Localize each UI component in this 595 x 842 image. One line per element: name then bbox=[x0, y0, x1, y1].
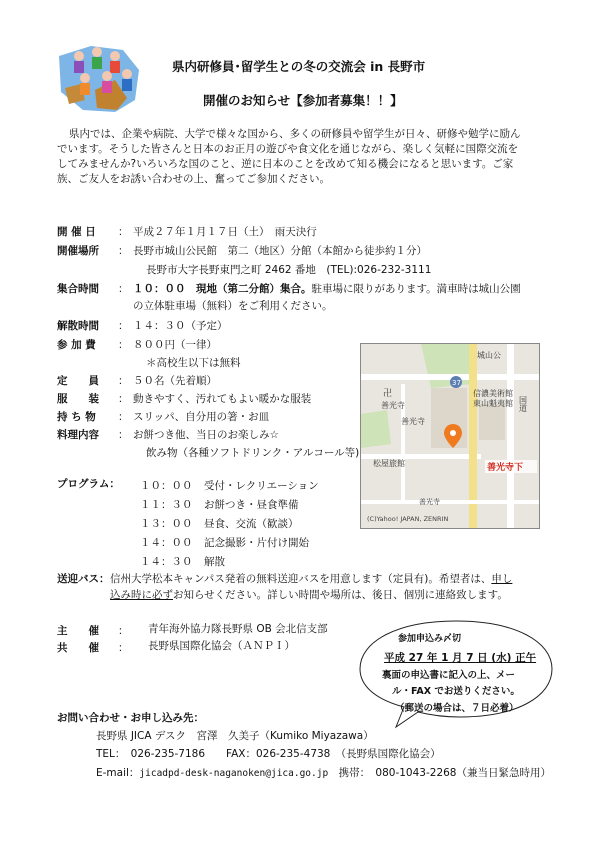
food-value: お餅つき他、当日のお楽しみ☆ bbox=[133, 429, 279, 441]
bus-text: お知らせください。詳しい時間や場所は、後日、個別に連絡致します。 bbox=[173, 589, 508, 601]
dismiss-label: 解散時間 bbox=[57, 320, 99, 332]
separator: ： bbox=[118, 429, 129, 441]
fee-label: 参 加 費 bbox=[57, 339, 96, 351]
program-item bbox=[140, 535, 319, 554]
separator: ： bbox=[118, 320, 129, 332]
map-label-museum-2: 東山魁夷館 bbox=[473, 399, 513, 408]
program-time: １４：３０ bbox=[140, 556, 193, 568]
bring-value: スリッパ、自分用の箸・お皿 bbox=[133, 411, 270, 423]
map-label-zenkoji: 卍 bbox=[383, 389, 393, 399]
deadline-line-1: 裏面の申込書に記入の上、メー bbox=[382, 670, 516, 681]
bus-text: 信州大学松本キャンパス発着の無料送迎バスを用意します（定員有)。希望者は、 bbox=[110, 573, 492, 585]
program-desc: 受付・レクリエーション bbox=[204, 480, 319, 492]
fee-note: ＊高校生以下は無料 bbox=[146, 357, 241, 369]
map-label-zenkoji-text: 善光寺 bbox=[381, 401, 405, 410]
map-station-label: 善光寺下 bbox=[487, 463, 524, 473]
event-subtitle: 開催のお知らせ【参加者募集！！】 bbox=[203, 93, 403, 108]
program-item bbox=[140, 478, 319, 497]
dress-value: 動きやすく、汚れてもよい暖かな服装 bbox=[133, 393, 312, 405]
separator: ： bbox=[118, 339, 129, 351]
cohost-label: 共 催 bbox=[57, 642, 99, 654]
intro-line: 族、ご友人をお誘い合わせの上、奮ってご参加ください。 bbox=[57, 173, 330, 185]
contact-mobile: 携帯： 080-1043-2268（兼当日緊急時用） bbox=[338, 767, 551, 779]
map-label-museum: 信濃美術館 bbox=[473, 389, 513, 398]
bus-label: 送迎バス： bbox=[57, 573, 110, 585]
map-copyright: (C)Yahoo! JAPAN, ZENRIN bbox=[367, 515, 449, 523]
deadline-line-2: ル・FAX でお送りください。 bbox=[392, 686, 520, 697]
event-logo bbox=[55, 40, 143, 116]
map-label-road: 国道 bbox=[518, 396, 528, 412]
separator: ： bbox=[118, 283, 129, 295]
program-time: １３：００ bbox=[140, 518, 193, 530]
food-value-line2: 飲み物（各種ソフトドリンク・アルコール等) bbox=[146, 447, 360, 459]
separator: ： bbox=[118, 375, 129, 387]
bring-label: 持 ち 物 bbox=[57, 411, 96, 423]
email-address[interactable]: jicadpd-desk-naganoken@jica.go.jp bbox=[139, 768, 329, 779]
intro-line: でいます。そうした皆さんと日本のお正月の遊びや食文化を通じながら、楽しく気軽に国際交流を bbox=[57, 143, 519, 155]
map-label-zenkoji-2: 善光寺 bbox=[401, 417, 425, 426]
separator: ： bbox=[118, 411, 129, 423]
map-route-label: 37 bbox=[452, 379, 461, 387]
separator: ： bbox=[118, 642, 129, 654]
venue-map bbox=[360, 343, 540, 529]
bus-text-underlined: 申し bbox=[491, 573, 513, 585]
bus-text-underlined: 込み時に必ず bbox=[110, 589, 173, 601]
program-item bbox=[140, 516, 319, 535]
program-desc: 記念撮影・片付け開始 bbox=[204, 537, 309, 549]
map-label-zenko: 善光寺 bbox=[419, 498, 440, 506]
separator: ： bbox=[118, 245, 129, 257]
fee-value: ８００円（一律） bbox=[133, 339, 217, 351]
gather-value bbox=[133, 281, 521, 296]
intro-line: してみませんか?いろいろな国のこと、逆に日本のことを改めて知る機会になると思います。ご家 bbox=[57, 158, 514, 170]
program-desc: 解散 bbox=[204, 556, 225, 568]
intro-line: 県内では、企業や病院、大学で様々な国から、多くの研修員や留学生が日々、研修や勉学に励ん bbox=[69, 128, 521, 140]
program-label: プログラム： bbox=[57, 478, 120, 490]
separator: ： bbox=[118, 625, 129, 637]
gather-label: 集合時間 bbox=[57, 283, 99, 295]
capacity-value: ５０名（先着順） bbox=[133, 375, 217, 387]
gather-value-line2: の立体駐車場（無料）をご利用ください。 bbox=[133, 300, 333, 312]
program-item bbox=[140, 554, 319, 573]
gather-value-rest: 駐車場に限りがあります。満車時は城山公園 bbox=[311, 283, 521, 295]
dismiss-value: １４：３０（予定） bbox=[133, 320, 228, 332]
contact-heading: お問い合わせ・お申し込み先： bbox=[57, 712, 204, 724]
contact-email-row bbox=[96, 767, 551, 780]
date-label: 開 催 日 bbox=[57, 226, 96, 238]
host-label: 主 催 bbox=[57, 625, 99, 637]
host-value: 青年海外協力隊長野県 OB 会北信支部 bbox=[148, 623, 328, 635]
event-title: 県内研修員･留学生との冬の交流会 in 長野市 bbox=[172, 59, 426, 74]
map-label-shiroyama: 城山公 bbox=[477, 351, 501, 360]
program-time: １１：３０ bbox=[140, 499, 193, 511]
gather-value-bold: １０：００ 現地（第二分館）集合。 bbox=[133, 283, 312, 295]
map-label-matsushiro: 松屋旅館 bbox=[373, 459, 405, 468]
contact-tel-fax: TEL： 026-235-7186 FAX：026-235-4738 （長野県国際化協会） bbox=[96, 748, 441, 760]
program-time: １０：００ bbox=[140, 480, 193, 492]
venue-label: 開催場所 bbox=[57, 245, 99, 257]
program-item bbox=[140, 497, 319, 516]
venue-value: 長野市城山公民館 第二（地区）分館（本館から徒歩約１分） bbox=[133, 245, 427, 257]
separator: ： bbox=[118, 393, 129, 405]
date-value: 平成２７年１月１７日（土） 雨天決行 bbox=[133, 226, 317, 238]
program-list bbox=[140, 478, 319, 573]
program-time: １４：００ bbox=[140, 537, 193, 549]
program-desc: お餅つき・昼食準備 bbox=[204, 499, 299, 511]
venue-address: 長野市大字長野東門之町 2462 番地 (TEL):026-232-3111 bbox=[146, 264, 432, 276]
program-desc: 昼食、交流（歓談） bbox=[204, 518, 299, 530]
cohost-value: 長野県国際化協会（ＡＮＰＩ） bbox=[148, 640, 295, 652]
deadline-line-3: （郵送の場合は、７日必着） bbox=[395, 703, 519, 714]
bus-line-1 bbox=[110, 573, 512, 586]
dress-label: 服 装 bbox=[57, 393, 99, 405]
intro-paragraph bbox=[57, 127, 521, 187]
food-label: 料理内容 bbox=[57, 429, 99, 441]
contact-name: 長野県 JICA デスク 宮澤 久美子（Kumiko Miyazawa） bbox=[96, 730, 374, 742]
separator: ： bbox=[118, 226, 129, 238]
deadline-heading: 参加申込み〆切 bbox=[398, 634, 462, 644]
bus-line-2 bbox=[110, 589, 508, 602]
deadline-date: 平成 27 年 1 月 7 日 (水) 正午 bbox=[384, 652, 537, 664]
email-prefix: E-mail： bbox=[96, 767, 140, 779]
capacity-label: 定 員 bbox=[57, 375, 99, 387]
